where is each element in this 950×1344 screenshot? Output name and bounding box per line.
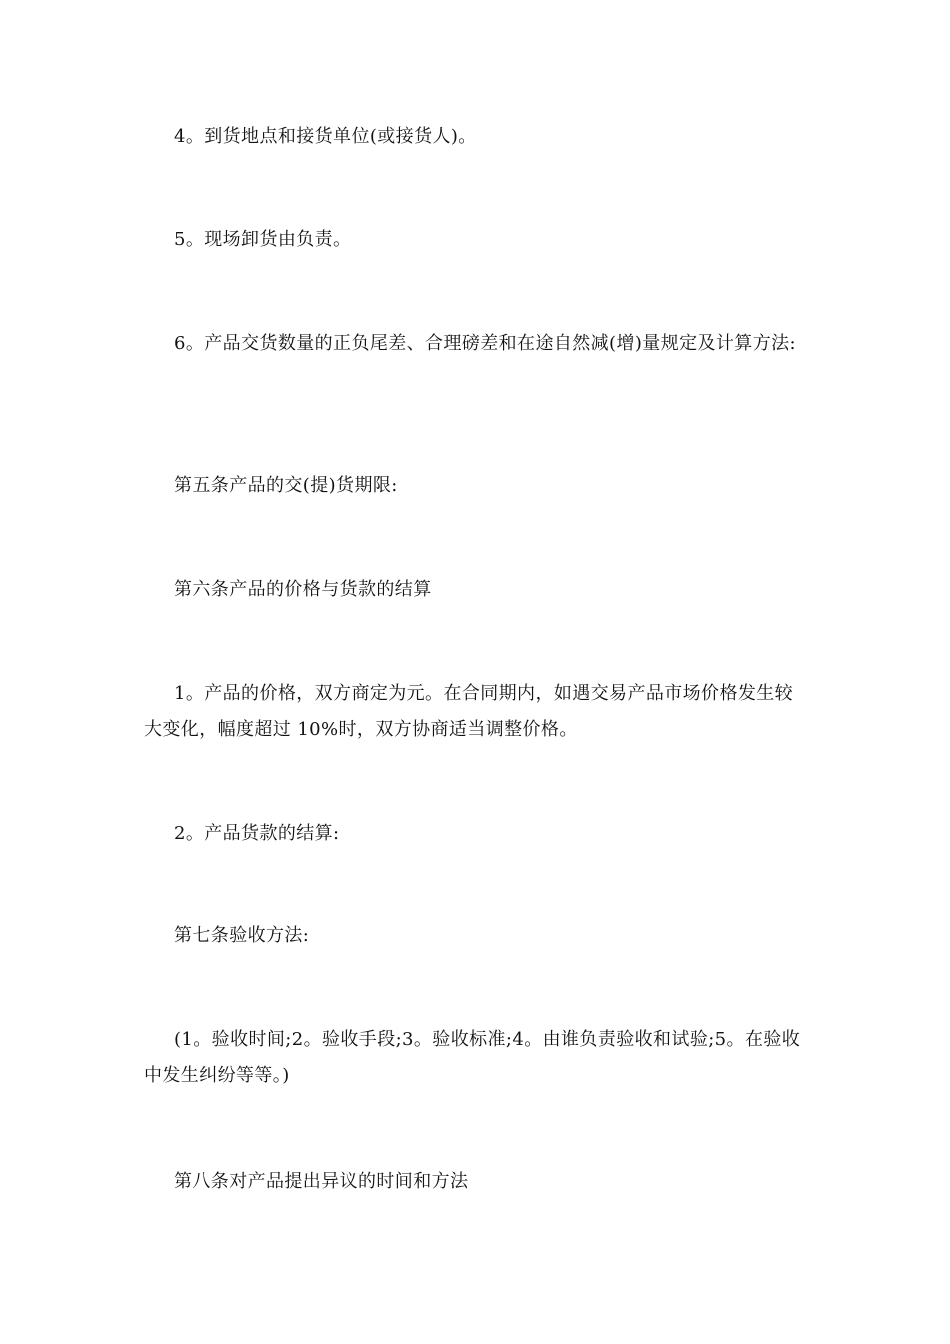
- paragraph-quantity-tolerance: 6。产品交货数量的正负尾差、合理磅差和在途自然减(增)量规定及计算方法:: [174, 333, 796, 354]
- paragraph-price: 1。产品的价格，双方商定为元。在合同期内，如遇交易产品市场价格发生较大变化，幅度超过 10%时，双方协商适当调整价格。: [144, 683, 794, 740]
- article-7-heading: 第七条验收方法:: [174, 925, 310, 946]
- paragraph-unloading: 5。现场卸货由负责。: [174, 229, 352, 250]
- article-6-heading: 第六条产品的价格与货款的结算: [174, 579, 432, 600]
- paragraph-delivery-location: 4。到货地点和接货单位(或接货人)。: [174, 126, 477, 147]
- article-5-heading: 第五条产品的交(提)货期限:: [174, 475, 398, 496]
- article-8-heading: 第八条对产品提出异议的时间和方法: [174, 1171, 469, 1192]
- paragraph-payment-settlement: 2。产品货款的结算:: [174, 823, 340, 844]
- paragraph-inspection-items: (1。验收时间;2。验收手段;3。验收标准;4。由谁负责验收和试验;5。在验收中发生纠纷等等。): [144, 1029, 801, 1086]
